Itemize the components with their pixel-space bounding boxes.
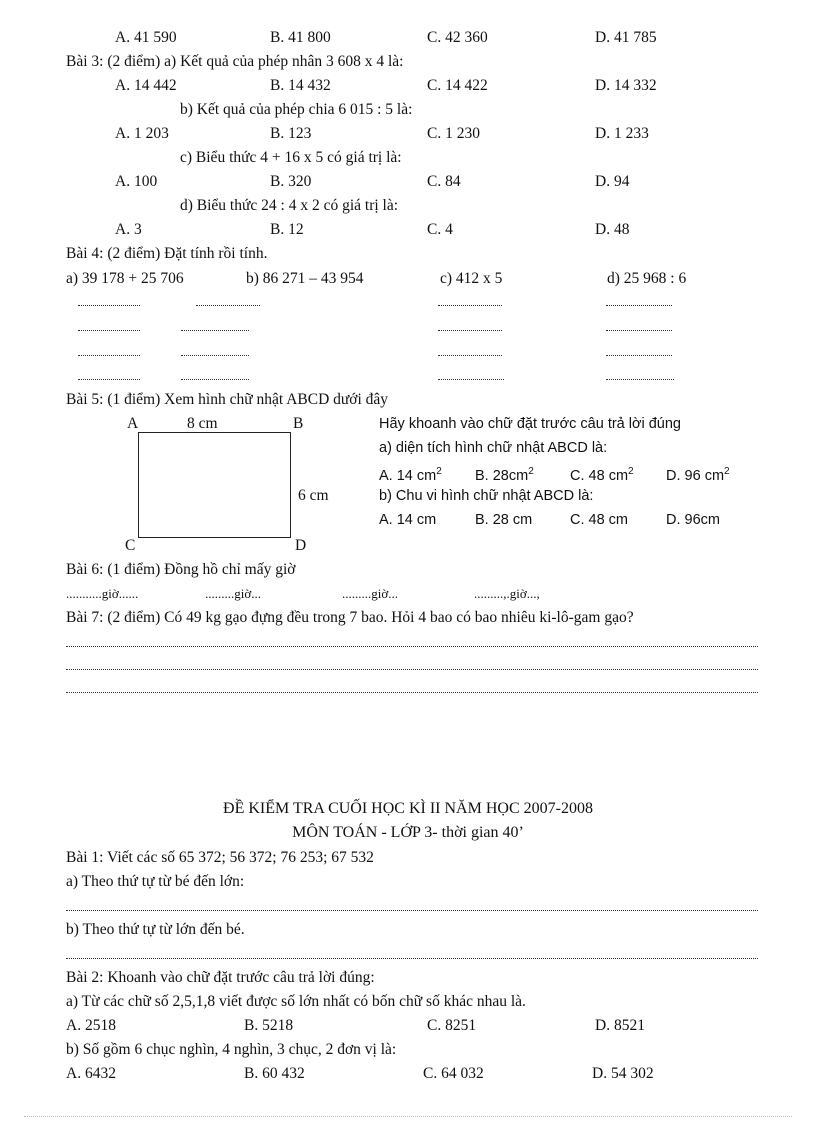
answer-line[interactable] — [66, 646, 758, 647]
answer-blank[interactable] — [438, 379, 504, 380]
vertex-b-label: B — [293, 415, 304, 432]
exam2-bai2b-option-a[interactable]: A. 6432 — [66, 1065, 116, 1082]
answer-blank[interactable] — [181, 379, 249, 380]
answer-blank[interactable] — [181, 330, 249, 331]
bai3b-option-c[interactable]: C. 1 230 — [427, 125, 480, 142]
bai3c-option-b[interactable]: B. 320 — [270, 173, 312, 190]
bai3a-option-d[interactable]: D. 14 332 — [595, 77, 657, 94]
bai3d-option-a[interactable]: A. 3 — [115, 221, 142, 238]
right-side-label: 6 cm — [298, 487, 329, 504]
bai5b-option-d[interactable]: D. 96cm — [666, 512, 720, 528]
exam2-bai2-title: Bài 2: Khoanh vào chữ đặt trước câu trả lời đúng: — [66, 969, 375, 986]
bai3d-question: d) Biểu thức 24 : 4 x 2 có giá trị là: — [180, 197, 399, 214]
clock-answer-blank[interactable]: ...........giờ...... — [66, 586, 139, 601]
bai5a-option-a[interactable]: A. 14 $cm^2$ — [379, 466, 442, 484]
bai5a-question: a) diện tích hình chữ nhật ABCD là: — [379, 440, 608, 456]
bai4-problem-d: d) 25 968 : 6 — [607, 270, 687, 287]
exam2-bai2a-option-c[interactable]: C. 8251 — [427, 1017, 477, 1034]
bai3a-option-a[interactable]: A. 14 442 — [115, 77, 177, 94]
clock-answer-blank[interactable]: .........giờ... — [342, 586, 398, 601]
answer-blank[interactable] — [181, 355, 249, 356]
bai7-title: Bài 7: (2 điểm) Có 49 kg gạo đựng đều trong 7 bao. Hỏi 4 bao có bao nhiêu ki-lô-gam gạo? — [66, 609, 634, 626]
bai5b-option-b[interactable]: B. 28 cm — [475, 512, 533, 528]
option-d[interactable]: D. 41 785 — [595, 29, 657, 46]
answer-line[interactable] — [66, 669, 758, 670]
bai5a-option-b[interactable]: B. $28cm^2$ — [475, 466, 534, 484]
bai3a-option-c[interactable]: C. 14 422 — [427, 77, 488, 94]
bai5a-option-c[interactable]: C. 48 $cm^2$ — [570, 466, 634, 484]
bai3b-option-b[interactable]: B. 123 — [270, 125, 312, 142]
bai6-title: Bài 6: (1 điểm) Đồng hồ chỉ mấy giờ — [66, 561, 296, 578]
bai3a-option-b[interactable]: B. 14 432 — [270, 77, 331, 94]
exam2-bai1-b: b) Theo thứ tự từ lớn đến bé. — [66, 921, 245, 938]
exam2-bai2a-option-a[interactable]: A. 2518 — [66, 1017, 116, 1034]
vertex-c-label: C — [125, 537, 136, 554]
bai5-title: Bài 5: (1 điểm) Xem hình chữ nhật ABCD dưới đây — [66, 391, 389, 408]
answer-blank[interactable] — [78, 305, 140, 306]
bai3d-option-d[interactable]: D. 48 — [595, 221, 630, 238]
exam-title: ĐỀ KIỂM TRA CUỐI HỌC KÌ II NĂM HỌC 2007-2008 — [223, 800, 593, 817]
answer-blank[interactable] — [196, 305, 260, 306]
answer-blank[interactable] — [438, 330, 502, 331]
answer-blank[interactable] — [606, 379, 674, 380]
vertex-d-label: D — [295, 537, 307, 554]
bai4-problem-a: a) 39 178 + 25 706 — [66, 270, 184, 287]
bai3d-option-c[interactable]: C. 4 — [427, 221, 453, 238]
answer-line[interactable] — [66, 910, 758, 911]
clock-answer-blank[interactable]: .........,.giờ..., — [474, 586, 540, 601]
bai4-problem-c: c) 412 x 5 — [440, 270, 503, 287]
answer-blank[interactable] — [606, 355, 672, 356]
answer-blank[interactable] — [438, 355, 502, 356]
exam2-bai2a-option-b[interactable]: B. 5218 — [244, 1017, 294, 1034]
answer-blank[interactable] — [606, 305, 672, 306]
vertex-a-label: A — [127, 415, 139, 432]
exam-subtitle: MÔN TOÁN - LỚP 3- thời gian 40’ — [292, 824, 524, 841]
answer-line[interactable] — [66, 958, 758, 959]
bai3c-option-a[interactable]: A. 100 — [115, 173, 158, 190]
answer-blank[interactable] — [438, 305, 502, 306]
bai5-instruction: Hãy khoanh vào chữ đặt trước câu trả lời đúng — [379, 416, 682, 432]
exam2-bai1-title: Bài 1: Viết các số 65 372; 56 372; 76 253; 67 532 — [66, 849, 374, 866]
exam2-bai2-b: b) Số gồm 6 chục nghìn, 4 nghìn, 3 chục, 2 đơn vị là: — [66, 1041, 397, 1058]
answer-blank[interactable] — [78, 330, 140, 331]
bai3b-option-a[interactable]: A. 1 203 — [115, 125, 169, 142]
answer-line[interactable] — [66, 692, 758, 693]
bai3-title: Bài 3: (2 điểm) a) Kết quả của phép nhân 3 608 x 4 là: — [66, 53, 404, 70]
page-bottom-rule — [24, 1116, 792, 1117]
option-a[interactable]: A. 41 590 — [115, 29, 177, 46]
bai3d-option-b[interactable]: B. 12 — [270, 221, 304, 238]
answer-blank[interactable] — [78, 355, 140, 356]
exam2-bai2b-option-b[interactable]: B. 60 432 — [244, 1065, 305, 1082]
bai5b-option-a[interactable]: A. 14 cm — [379, 512, 437, 528]
bai3c-option-c[interactable]: C. 84 — [427, 173, 461, 190]
exam2-bai2a-option-d[interactable]: D. 8521 — [595, 1017, 645, 1034]
option-c[interactable]: C. 42 360 — [427, 29, 488, 46]
bai3c-question: c) Biểu thức 4 + 16 x 5 có giá trị là: — [180, 149, 402, 166]
bai4-problem-b: b) 86 271 – 43 954 — [246, 270, 364, 287]
bai5b-option-c[interactable]: C. 48 cm — [570, 512, 629, 528]
bai3c-option-d[interactable]: D. 94 — [595, 173, 630, 190]
clock-answer-blank[interactable]: .........giờ... — [205, 586, 261, 601]
bai4-title: Bài 4: (2 điểm) Đặt tính rồi tính. — [66, 245, 268, 262]
answer-blank[interactable] — [606, 330, 672, 331]
exam2-bai2b-option-c[interactable]: C. 64 032 — [423, 1065, 484, 1082]
exam2-bai2-a: a) Từ các chữ số 2,5,1,8 viết được số lớn nhất có bốn chữ số khác nhau là. — [66, 993, 526, 1010]
bai3b-question: b) Kết quả của phép chia 6 015 : 5 là: — [180, 101, 413, 118]
exam2-bai1-a: a) Theo thứ tự từ bé đến lớn: — [66, 873, 245, 890]
exam2-bai2b-option-d[interactable]: D. 54 302 — [592, 1065, 654, 1082]
option-b[interactable]: B. 41 800 — [270, 29, 331, 46]
bai3b-option-d[interactable]: D. 1 233 — [595, 125, 649, 142]
top-side-label: 8 cm — [187, 415, 218, 432]
rectangle-abcd — [138, 432, 291, 538]
answer-blank[interactable] — [78, 379, 140, 380]
bai5a-option-d[interactable]: D. 96 $cm^2$ — [666, 466, 730, 484]
bai5b-question: b) Chu vi hình chữ nhật ABCD là: — [379, 488, 594, 504]
